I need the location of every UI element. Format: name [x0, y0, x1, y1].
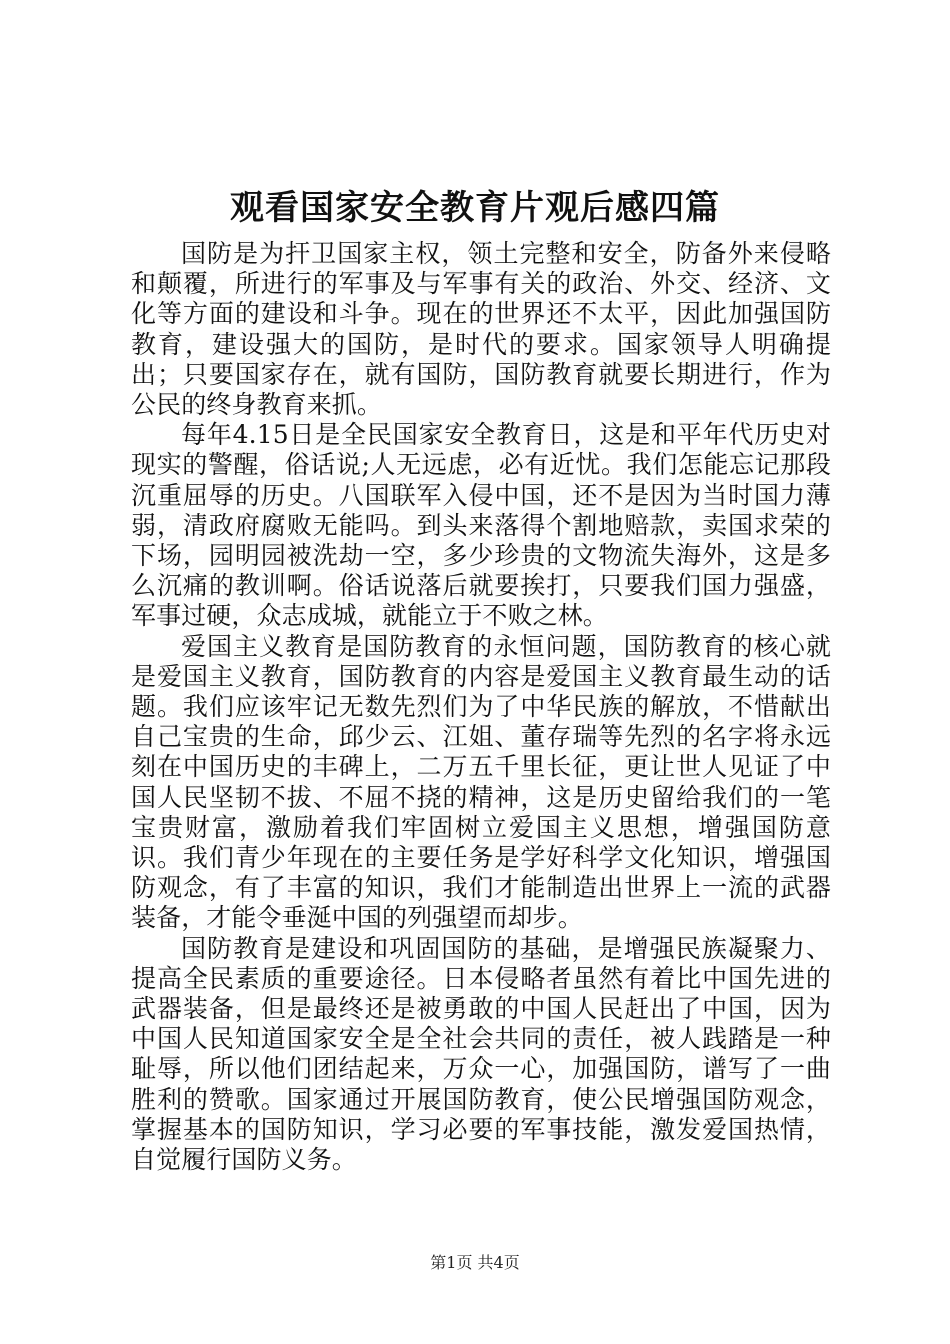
- document-title: 观看国家安全教育片观后感四篇: [230, 188, 720, 228]
- page-number-footer: 第1页 共4页: [430, 1253, 520, 1272]
- paragraph-4: 国防教育是建设和巩固国防的基础，是增强民族凝聚力、提高全民素质的重要途径。日本侵略者虽然有着比中国先进的武器装备，但是最终还是被勇敢的中国人民赶出了中国，因为中国人民知道国家安全是全社会共同的责任，被人践踏是一种耻辱，所以他们团结起来，万众一心，加强国防，谱写了一曲胜利的赞歌。国家通过开展国防教育，使公民增强国防观念，掌握基本的国防知识，学习必要的军事技能，激发爱国热情，自觉履行国防义务。: [131, 933, 831, 1175]
- paragraph-2: 每年4.15日是全民国家安全教育日，这是和平年代历史对现实的警醒，俗话说;人无远虑，必有近忧。我们怎能忘记那段沉重屈辱的历史。八国联军入侵中国，还不是因为当时国力薄弱，清政府腐败无能吗。到头来落得个割地赔款，卖国求荣的下场，园明园被洗劫一空，多少珍贵的文物流失海外，这是多么沉痛的教训啊。俗话说落后就要挨打，只要我们国力强盛，军事过硬，众志成城，就能立于不败之林。: [131, 420, 831, 631]
- document-body: [131, 239, 831, 1175]
- paragraph-3: 爱国主义教育是国防教育的永恒问题，国防教育的核心就是爱国主义教育，国防教育的内容是爱国主义教育最生动的话题。我们应该牢记无数先烈们为了中华民族的解放，不惜献出自己宝贵的生命，邱少云、江姐、董存瑞等先烈的名字将永远刻在中国历史的丰碑上，二万五千里长征，更让世人见证了中国人民坚韧不拔、不屈不挠的精神，这是历史留给我们的一笔宝贵财富，激励着我们牢固树立爱国主义思想，增强国防意识。我们青少年现在的主要任务是学好科学文化知识，增强国防观念，有了丰富的知识，我们才能制造出世界上一流的武器装备，才能令垂涎中国的列强望而却步。: [131, 631, 831, 933]
- paragraph-1: 国防是为扞卫国家主权，领土完整和安全，防备外来侵略和颠覆，所进行的军事及与军事有关的政治、外交、经济、文化等方面的建设和斗争。现在的世界还不太平，因此加强国防教育，建设强大的国防，是时代的要求。国家领导人明确提出；只要国家存在，就有国防，国防教育就要长期进行，作为公民的终身教育来抓。: [131, 239, 831, 420]
